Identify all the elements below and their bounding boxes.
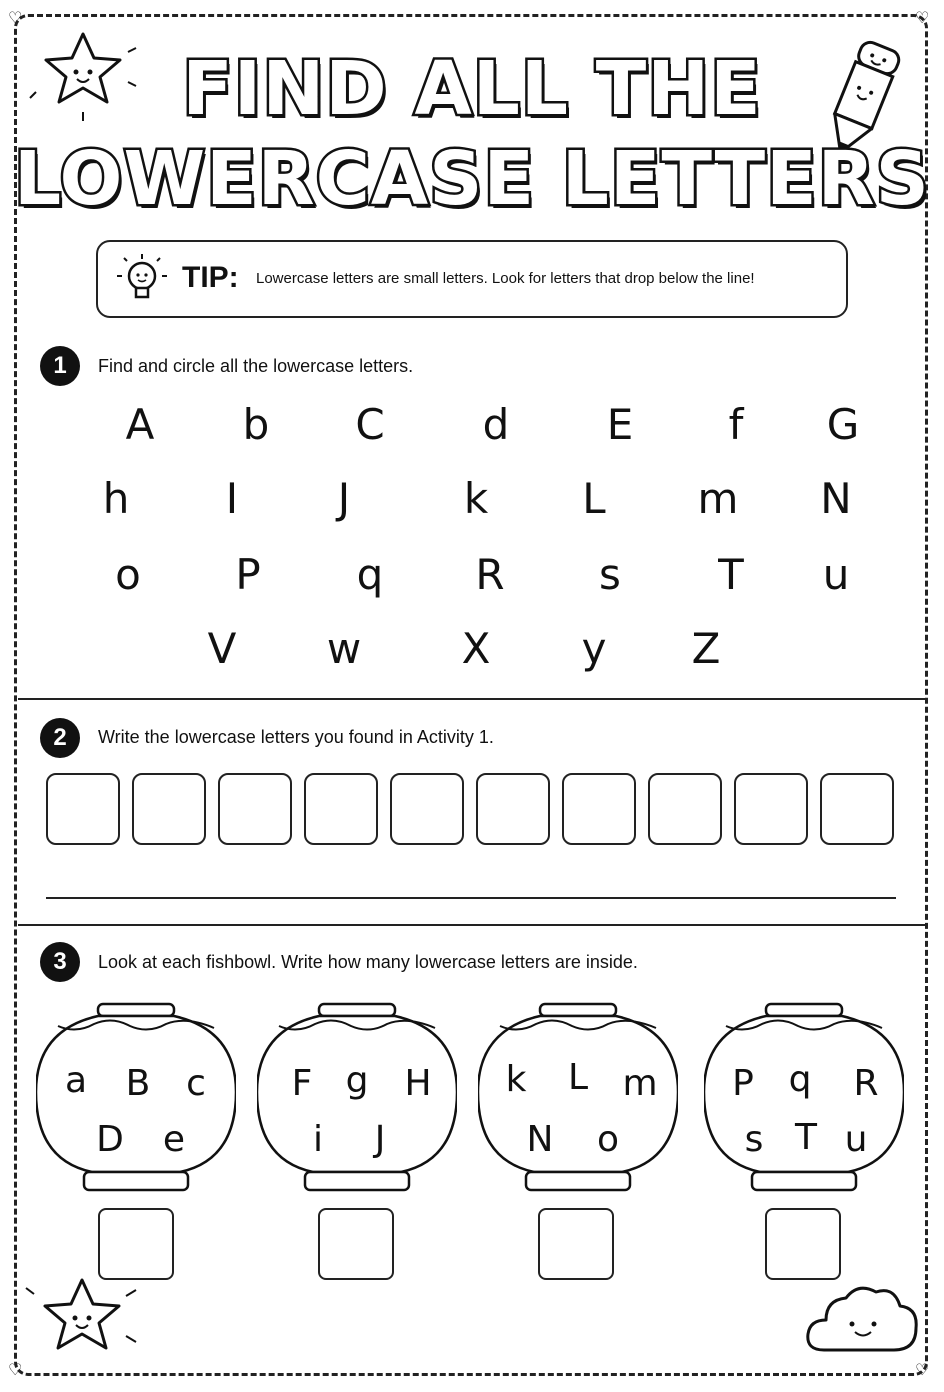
- bowl-letter: q: [788, 1059, 812, 1100]
- page-title-line-1: FIND ALL THE: [182, 46, 762, 132]
- answer-box[interactable]: [390, 773, 464, 845]
- activity-3-instruction: Look at each fishbowl. Write how many lowercase letters are inside.: [98, 952, 638, 972]
- letter-choice[interactable]: Z: [691, 624, 721, 673]
- bowl-letter: g: [345, 1060, 369, 1101]
- activity-2-number: 2: [40, 718, 80, 758]
- bowl-letter: e: [162, 1119, 186, 1160]
- section-divider: [18, 924, 926, 926]
- letter-choice[interactable]: R: [475, 550, 505, 599]
- letter-choice[interactable]: N: [820, 474, 852, 523]
- page-title-line-2: LOWERCASE LETTERS: [14, 136, 930, 222]
- answer-box[interactable]: [562, 773, 636, 845]
- lightbulb-icon: [116, 252, 168, 308]
- tip-text: Lowercase letters are small letters. Look for letters that drop below the line!: [256, 270, 755, 287]
- letter-choice[interactable]: u: [822, 550, 850, 599]
- fishbowl-count-box[interactable]: [538, 1208, 614, 1280]
- answer-box[interactable]: [734, 773, 808, 845]
- star-icon: [22, 1270, 142, 1370]
- letter-choice[interactable]: y: [581, 624, 607, 673]
- letter-choice[interactable]: A: [125, 400, 155, 449]
- bowl-letter: J: [374, 1119, 386, 1160]
- letter-choice[interactable]: J: [337, 474, 351, 523]
- letter-choice[interactable]: w: [326, 624, 362, 673]
- fishbowl-count-box[interactable]: [318, 1208, 394, 1280]
- heart-icon: ♡: [915, 8, 930, 27]
- activity-3-number: 3: [40, 942, 80, 982]
- answer-box[interactable]: [132, 773, 206, 845]
- activity-2-instruction: Write the lowercase letters you found in Activity 1.: [98, 727, 494, 747]
- letter-choice[interactable]: o: [115, 550, 141, 599]
- bowl-letter: o: [596, 1119, 620, 1160]
- heart-icon: ♡: [915, 1360, 930, 1379]
- answer-box[interactable]: [820, 773, 894, 845]
- bowl-letter: s: [744, 1119, 764, 1160]
- writing-line[interactable]: [46, 897, 896, 899]
- heart-icon: ♡: [8, 8, 23, 27]
- letter-choice[interactable]: q: [356, 550, 384, 599]
- activity-1-number: 1: [40, 346, 80, 386]
- bowl-letter: B: [125, 1063, 151, 1104]
- bowl-letter: P: [732, 1063, 754, 1104]
- letter-choice[interactable]: f: [728, 400, 744, 449]
- bowl-letter: H: [404, 1063, 432, 1104]
- letter-choice[interactable]: G: [826, 400, 860, 449]
- letter-choice[interactable]: m: [697, 474, 739, 523]
- letter-choice[interactable]: V: [207, 624, 237, 673]
- heart-icon: ♡: [8, 1360, 23, 1379]
- tip-label: TIP:: [182, 261, 239, 294]
- letter-choice[interactable]: b: [242, 400, 270, 449]
- letter-choice[interactable]: L: [582, 474, 606, 523]
- bowl-letter: T: [795, 1117, 817, 1158]
- letter-choice[interactable]: I: [225, 474, 239, 523]
- answer-box[interactable]: [218, 773, 292, 845]
- answer-box[interactable]: [304, 773, 378, 845]
- bowl-letter: a: [64, 1060, 88, 1101]
- letter-choice[interactable]: s: [599, 550, 621, 599]
- bowl-letter: u: [844, 1119, 868, 1160]
- letter-choice[interactable]: P: [235, 550, 261, 599]
- letter-choice[interactable]: d: [482, 400, 510, 449]
- bowl-letter: m: [622, 1063, 658, 1104]
- bowl-letter: N: [526, 1119, 554, 1160]
- letter-choice[interactable]: T: [718, 550, 744, 599]
- letter-choice[interactable]: k: [463, 474, 489, 523]
- bowl-letter: k: [505, 1059, 527, 1100]
- letter-choice[interactable]: E: [606, 400, 634, 449]
- bowl-letter: c: [186, 1063, 206, 1104]
- answer-box[interactable]: [476, 773, 550, 845]
- bowl-letter: L: [567, 1057, 589, 1098]
- bowl-letter: R: [853, 1063, 879, 1104]
- answer-box[interactable]: [46, 773, 120, 845]
- section-divider: [18, 698, 926, 700]
- letter-choice[interactable]: X: [461, 624, 491, 673]
- letter-choice[interactable]: C: [355, 400, 385, 449]
- bowl-letter: F: [291, 1063, 313, 1104]
- letter-choice[interactable]: h: [102, 474, 130, 523]
- fishbowl-count-box[interactable]: [765, 1208, 841, 1280]
- cloud-icon: [802, 1278, 922, 1362]
- bowl-letter: i: [312, 1119, 323, 1160]
- answer-box[interactable]: [648, 773, 722, 845]
- activity-1-instruction: Find and circle all the lowercase letters.: [98, 356, 414, 376]
- bowl-letter: D: [96, 1119, 124, 1160]
